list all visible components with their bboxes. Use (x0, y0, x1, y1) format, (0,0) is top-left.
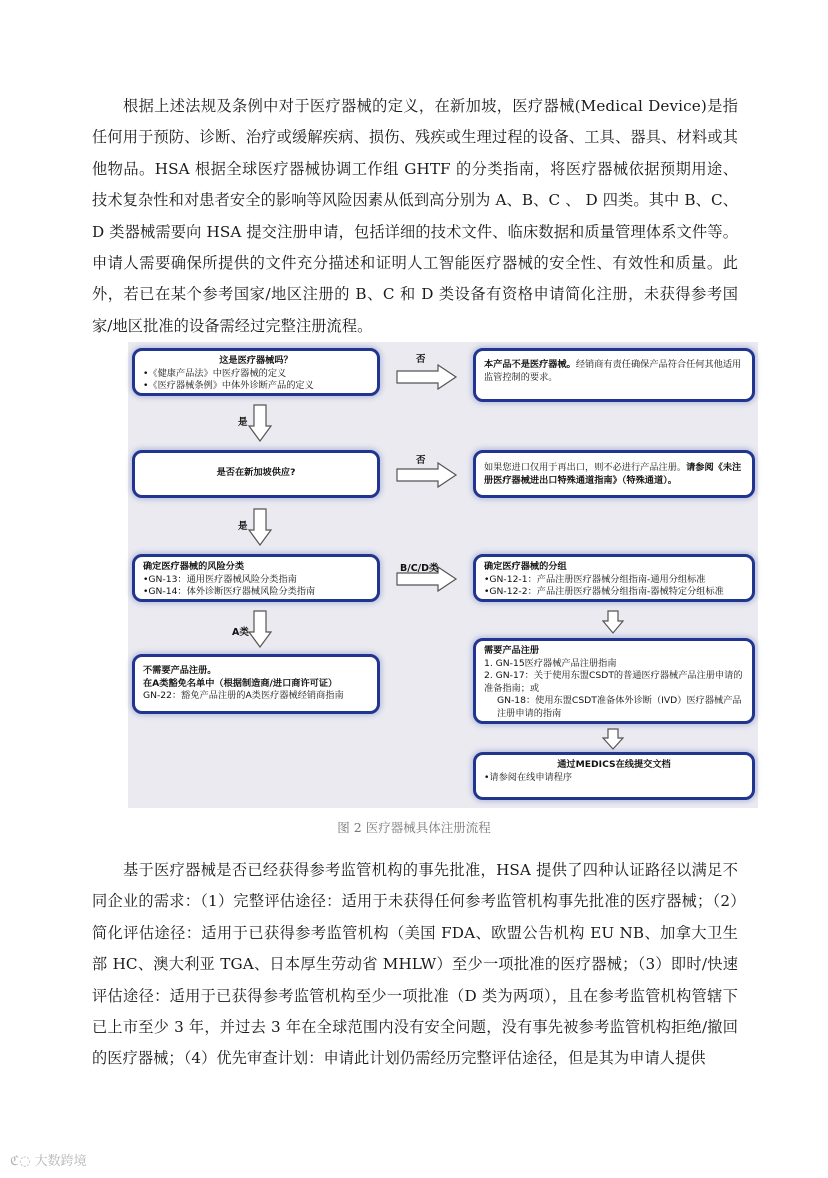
label-no: 否 (416, 455, 426, 466)
box-bold-text: 请参阅《未注册医疗器械进出口特殊通道指南》（特殊通道）。 (484, 462, 742, 486)
right-arrow-icon (396, 364, 458, 390)
right-arrow-icon (396, 462, 458, 488)
box-bold-text: 本产品不是医疗器械。 (484, 359, 576, 370)
box-title: 确定医疗器械的风险分类 (143, 561, 245, 572)
box-title: 需要产品注册 (484, 645, 540, 656)
down-arrow-icon (248, 508, 272, 546)
box-exempt (132, 654, 380, 714)
box-title: 不需要产品注册。 (143, 665, 217, 676)
label-a-class: A类 (232, 627, 249, 638)
box-title: 是否在新加坡供应? (216, 467, 296, 478)
box-item: 2. GN-17：关于使用东盟CSDT的普通医疗器械产品注册申请的准备指南；或 (484, 670, 743, 694)
box-subtitle: 在A类豁免名单中（根据制造商/进口商许可证） (143, 677, 338, 689)
pathways-paragraph: 基于医疗器械是否已经获得参考监管机构的事先批准，HSA 提供了四种认证路径以满足不同企业的需求：（1）完整评估途径：适用于未获得任何参考监管机构事先批准的医疗器械；（2）简化评估途径：适用于已获得参考监管机构（美国 FDA、欧盟公告机构 EU NB、加拿大卫生部 HC、澳大利亚 TGA、日本厚生劳动省 MHLW）至少一项批准的医疗器械；（3）即时/快速评估途径：适用于已获得参考监管机构至少一项批准（D 类为两项），且在参考监管机构管辖下已上市至少 3 年，并过去 3 年在全球范围内没有安全问题，没有事先被参考监管机构拒绝/撤回的医疗器械；（4）优先审查计划：申请此计划仍需经历完整评估途径，但是其为申请人提供 (92, 861, 738, 1068)
watermark-logo (10, 1150, 87, 1169)
box-need-registration (473, 638, 755, 724)
box-text: GN-22：豁免产品注册的A类医疗器械经销商指南 (143, 690, 344, 701)
logo-icon: ℭ◌ (10, 1154, 31, 1169)
box-medics (473, 752, 755, 800)
box-item: GN-18：使用东盟CSDT准备体外诊断（IVD）医疗器械产品注册申请的指南 (497, 695, 742, 719)
registration-flowchart (128, 342, 758, 808)
down-arrow-icon (602, 610, 624, 634)
box-title: 通过MEDICS在线提交文档 (557, 759, 671, 770)
box-text: •请参阅在线申请程序 (484, 771, 573, 783)
box-item: •GN-13：通用医疗器械风险分类指南 (143, 573, 297, 585)
down-arrow-icon (602, 728, 624, 750)
box-grouping (473, 554, 755, 602)
watermark-text: 大数跨境 (34, 1154, 87, 1169)
down-arrow-icon (248, 404, 272, 442)
down-arrow-icon (248, 610, 272, 648)
box-not-device (473, 348, 755, 402)
box-item: 1. GN-15医疗器械产品注册指南 (484, 657, 617, 669)
intro-paragraph: 根据上述法规及条例中对于医疗器械的定义，在新加坡，医疗器械(Medical Device)是指任何用于预防、诊断、治疗或缓解疾病、损伤、残疾或生理过程的设备、工具、器具、材料或其他物品。HSA 根据全球医疗器械协调工作组 GHTF 的分类指南，将医疗器械依据预期用途、技术复杂性和对患者安全的影响等风险因素从低到高分别为 A、B、C 、 D 四类。其中 B、C、D 类器械需要向 HSA 提交注册申请，包括详细的技术文件、临床数据和质量管理体系文件等。申请人需要确保所提供的文件充分描述和证明人工智能医疗器械的安全性、有效性和质量。此外，若已在某个参考国家/地区注册的 B、C 和 D 类设备有资格申请简化注册，未获得参考国家/地区批准的设备需经过完整注册流程。 (92, 97, 738, 335)
label-no: 否 (416, 354, 426, 365)
label-bcd-class: B/C/D类 (400, 563, 439, 574)
box-item: •《健康产品法》中医疗器械的定义 (143, 367, 287, 379)
box-item: •GN-12-1：产品注册医疗器械分组指南-通用分组标准 (484, 573, 706, 585)
box-supply (132, 450, 380, 498)
box-title: 确定医疗器械的分组 (484, 561, 567, 572)
figure-caption: 图 2 医疗器械具体注册流程 (337, 820, 491, 835)
box-text: 如果您进口仅用于再出口，则不必进行产品注册。 (484, 462, 687, 473)
box-item: •GN-12-2：产品注册医疗器械分组指南-器械特定分组标准 (484, 586, 724, 597)
box-title: 这是医疗器械吗？ (219, 355, 293, 366)
box-text: 经销商有责任确保产品符合任何其他适用监管控制的要求。 (484, 359, 742, 383)
label-yes: 是 (238, 417, 248, 428)
box-item: •《医疗器械条例》中体外诊断产品的定义 (143, 380, 314, 391)
box-risk-class (132, 554, 380, 602)
box-is-device (132, 348, 380, 396)
box-reexport (473, 450, 755, 498)
box-item: •GN-14：体外诊断医疗器械风险分类指南 (143, 586, 316, 597)
label-yes: 是 (238, 521, 248, 532)
